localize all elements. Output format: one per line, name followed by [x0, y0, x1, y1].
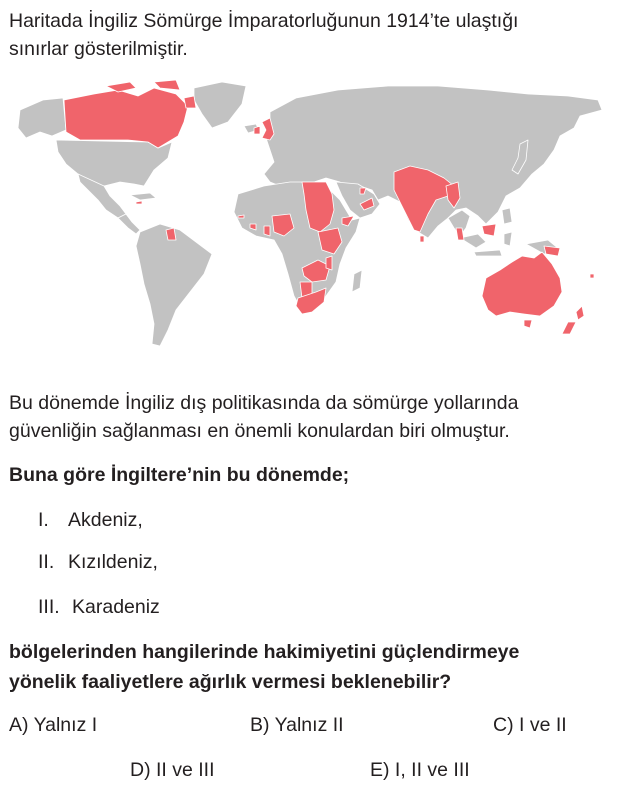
item-ii-num: II. — [38, 551, 55, 573]
option-d[interactable]: D) II ve III — [130, 759, 215, 781]
intro-line-2: sınırlar gösterilmiştir. — [9, 38, 188, 60]
new-zealand — [562, 306, 584, 334]
philippines — [502, 208, 512, 224]
madagascar — [352, 270, 362, 292]
context-line-1: Bu dönemde İngiliz dış politikasında da sömürge yollarında — [9, 392, 519, 414]
question-line-2: yönelik faaliyetlere ağırlık vermesi beklenebilir? — [9, 671, 452, 693]
cuba — [130, 193, 156, 200]
sulawesi — [504, 232, 512, 246]
africa — [234, 182, 360, 314]
gold-coast — [264, 226, 270, 236]
indonesia — [460, 234, 486, 248]
item-i-text: Akdeniz, — [68, 509, 143, 531]
ceylon — [420, 236, 424, 242]
item-i-num: I. — [38, 509, 49, 531]
jamaica — [136, 201, 142, 204]
option-c[interactable]: C) I ve II — [493, 714, 567, 736]
central-america — [118, 214, 140, 234]
fiji — [590, 274, 594, 278]
south-america — [136, 224, 212, 346]
nyasaland — [326, 256, 332, 270]
north-borneo — [482, 224, 496, 236]
intro-line-1: Haritada İngiliz Sömürge İmparatorluğunun 1914’te ulaştığı — [9, 10, 519, 32]
usa — [56, 140, 172, 186]
question-prompt: Buna göre İngiltere’nin bu dönemde; — [9, 464, 350, 486]
item-ii-text: Kızıldeniz, — [68, 551, 158, 573]
alaska — [18, 98, 66, 138]
british-guiana — [166, 228, 176, 240]
british-empire-1914-map — [8, 78, 610, 358]
java — [474, 250, 502, 256]
gambia — [238, 215, 244, 218]
australia — [482, 252, 562, 316]
canada — [64, 88, 188, 148]
item-iii-num: III. — [38, 596, 60, 618]
option-a[interactable]: A) Yalnız I — [9, 714, 98, 736]
context-line-2: güvenliğin sağlanması en önemli konulardan biri olmuştur. — [9, 420, 510, 442]
option-b[interactable]: B) Yalnız II — [250, 714, 344, 736]
question-line-1: bölgelerinden hangilerinde hakimiyetini güçlendirmeye — [9, 641, 520, 663]
papua — [544, 246, 560, 256]
item-iii-text: Karadeniz — [72, 596, 160, 618]
tasmania — [524, 320, 532, 328]
option-e[interactable]: E) I, II ve III — [370, 759, 470, 781]
greenland — [194, 82, 246, 128]
